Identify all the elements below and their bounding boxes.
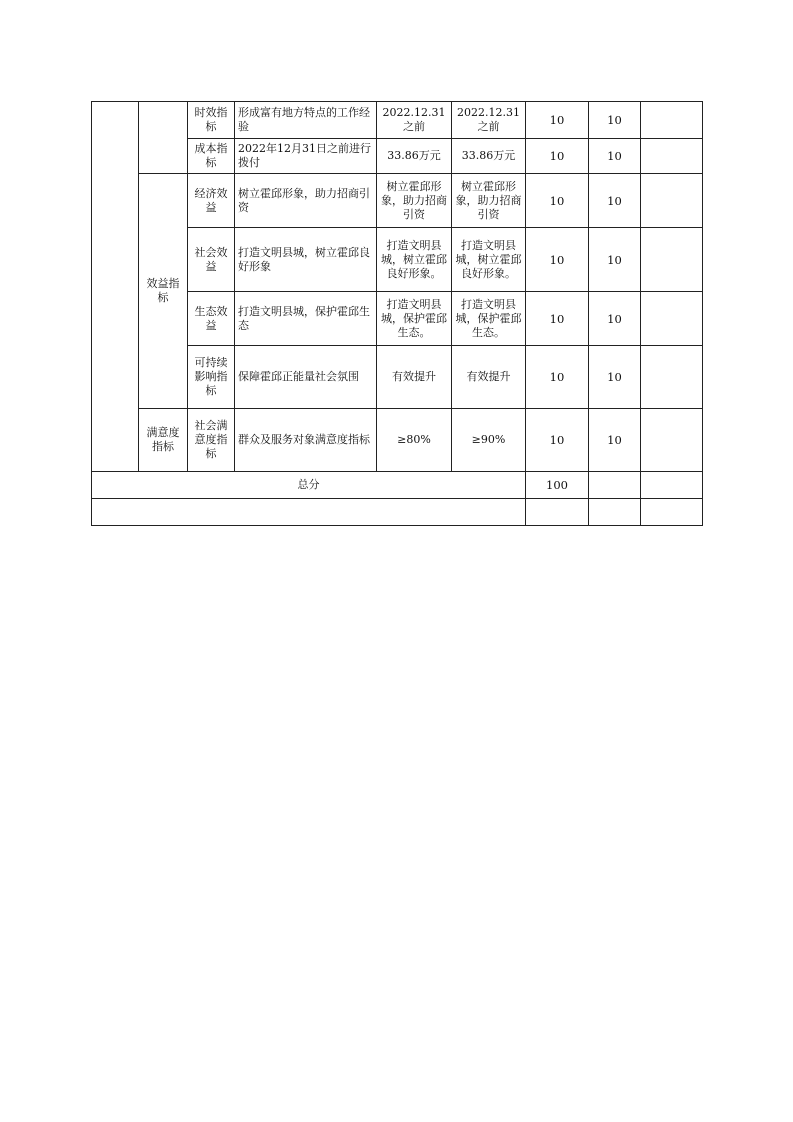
note-cell <box>641 174 703 228</box>
score-value: 10 <box>589 174 641 228</box>
table-row <box>92 102 703 139</box>
blank-cell <box>641 499 703 526</box>
target-value: 打造文明县城，保护霍邱生态。 <box>377 292 452 346</box>
target-value: 33.86万元 <box>377 139 452 174</box>
second-level-cell: 满意度指标 <box>139 409 188 472</box>
score-value: 10 <box>589 139 641 174</box>
score-value: 10 <box>589 292 641 346</box>
total-row <box>92 472 703 499</box>
note-cell <box>641 346 703 409</box>
performance-table <box>91 101 703 526</box>
target-value: 树立霍邱形象，助力招商引资 <box>377 174 452 228</box>
total-score <box>589 472 641 499</box>
actual-value: 打造文明县城，保护霍邱生态。 <box>452 292 526 346</box>
third-level-cell: 成本指标 <box>188 139 235 174</box>
weight-value: 10 <box>526 174 589 228</box>
indicator-content: 打造文明县城，树立霍邱良好形象 <box>235 228 377 292</box>
table-row <box>92 174 703 228</box>
indicator-content: 打造文明县城，保护霍邱生态 <box>235 292 377 346</box>
blank-cell <box>526 499 589 526</box>
second-level-cell <box>139 102 188 174</box>
blank-row <box>92 499 703 526</box>
target-value: 打造文明县城，树立霍邱良好形象。 <box>377 228 452 292</box>
third-level-cell: 社会效益 <box>188 228 235 292</box>
first-level-cell <box>92 102 139 472</box>
target-value: 2022.12.31之前 <box>377 102 452 139</box>
total-label: 总分 <box>92 472 526 499</box>
third-level-cell: 社会满意度指标 <box>188 409 235 472</box>
indicator-content: 形成富有地方特点的工作经验 <box>235 102 377 139</box>
actual-value: 2022.12.31之前 <box>452 102 526 139</box>
third-level-cell: 生态效益 <box>188 292 235 346</box>
score-value: 10 <box>589 228 641 292</box>
weight-value: 10 <box>526 139 589 174</box>
note-cell <box>641 409 703 472</box>
weight-value: 10 <box>526 228 589 292</box>
actual-value: ≥90% <box>452 409 526 472</box>
third-level-cell: 时效指标 <box>188 102 235 139</box>
note-cell <box>641 292 703 346</box>
indicator-content: 2022年12月31日之前进行拨付 <box>235 139 377 174</box>
score-value: 10 <box>589 346 641 409</box>
indicator-content: 群众及服务对象满意度指标 <box>235 409 377 472</box>
total-weight: 100 <box>526 472 589 499</box>
score-value: 10 <box>589 102 641 139</box>
weight-value: 10 <box>526 346 589 409</box>
note-cell <box>641 139 703 174</box>
score-value: 10 <box>589 409 641 472</box>
table-row <box>92 409 703 472</box>
note-cell <box>641 102 703 139</box>
second-level-cell: 效益指标 <box>139 174 188 409</box>
blank-cell <box>92 499 526 526</box>
blank-cell <box>589 499 641 526</box>
actual-value: 有效提升 <box>452 346 526 409</box>
indicator-content: 树立霍邱形象，助力招商引资 <box>235 174 377 228</box>
target-value: ≥80% <box>377 409 452 472</box>
target-value: 有效提升 <box>377 346 452 409</box>
third-level-cell: 经济效益 <box>188 174 235 228</box>
third-level-cell: 可持续影响指标 <box>188 346 235 409</box>
weight-value: 10 <box>526 292 589 346</box>
weight-value: 10 <box>526 409 589 472</box>
note-cell <box>641 228 703 292</box>
total-note <box>641 472 703 499</box>
weight-value: 10 <box>526 102 589 139</box>
indicator-content: 保障霍邱正能量社会氛围 <box>235 346 377 409</box>
actual-value: 树立霍邱形象，助力招商引资 <box>452 174 526 228</box>
actual-value: 打造文明县城，树立霍邱良好形象。 <box>452 228 526 292</box>
actual-value: 33.86万元 <box>452 139 526 174</box>
